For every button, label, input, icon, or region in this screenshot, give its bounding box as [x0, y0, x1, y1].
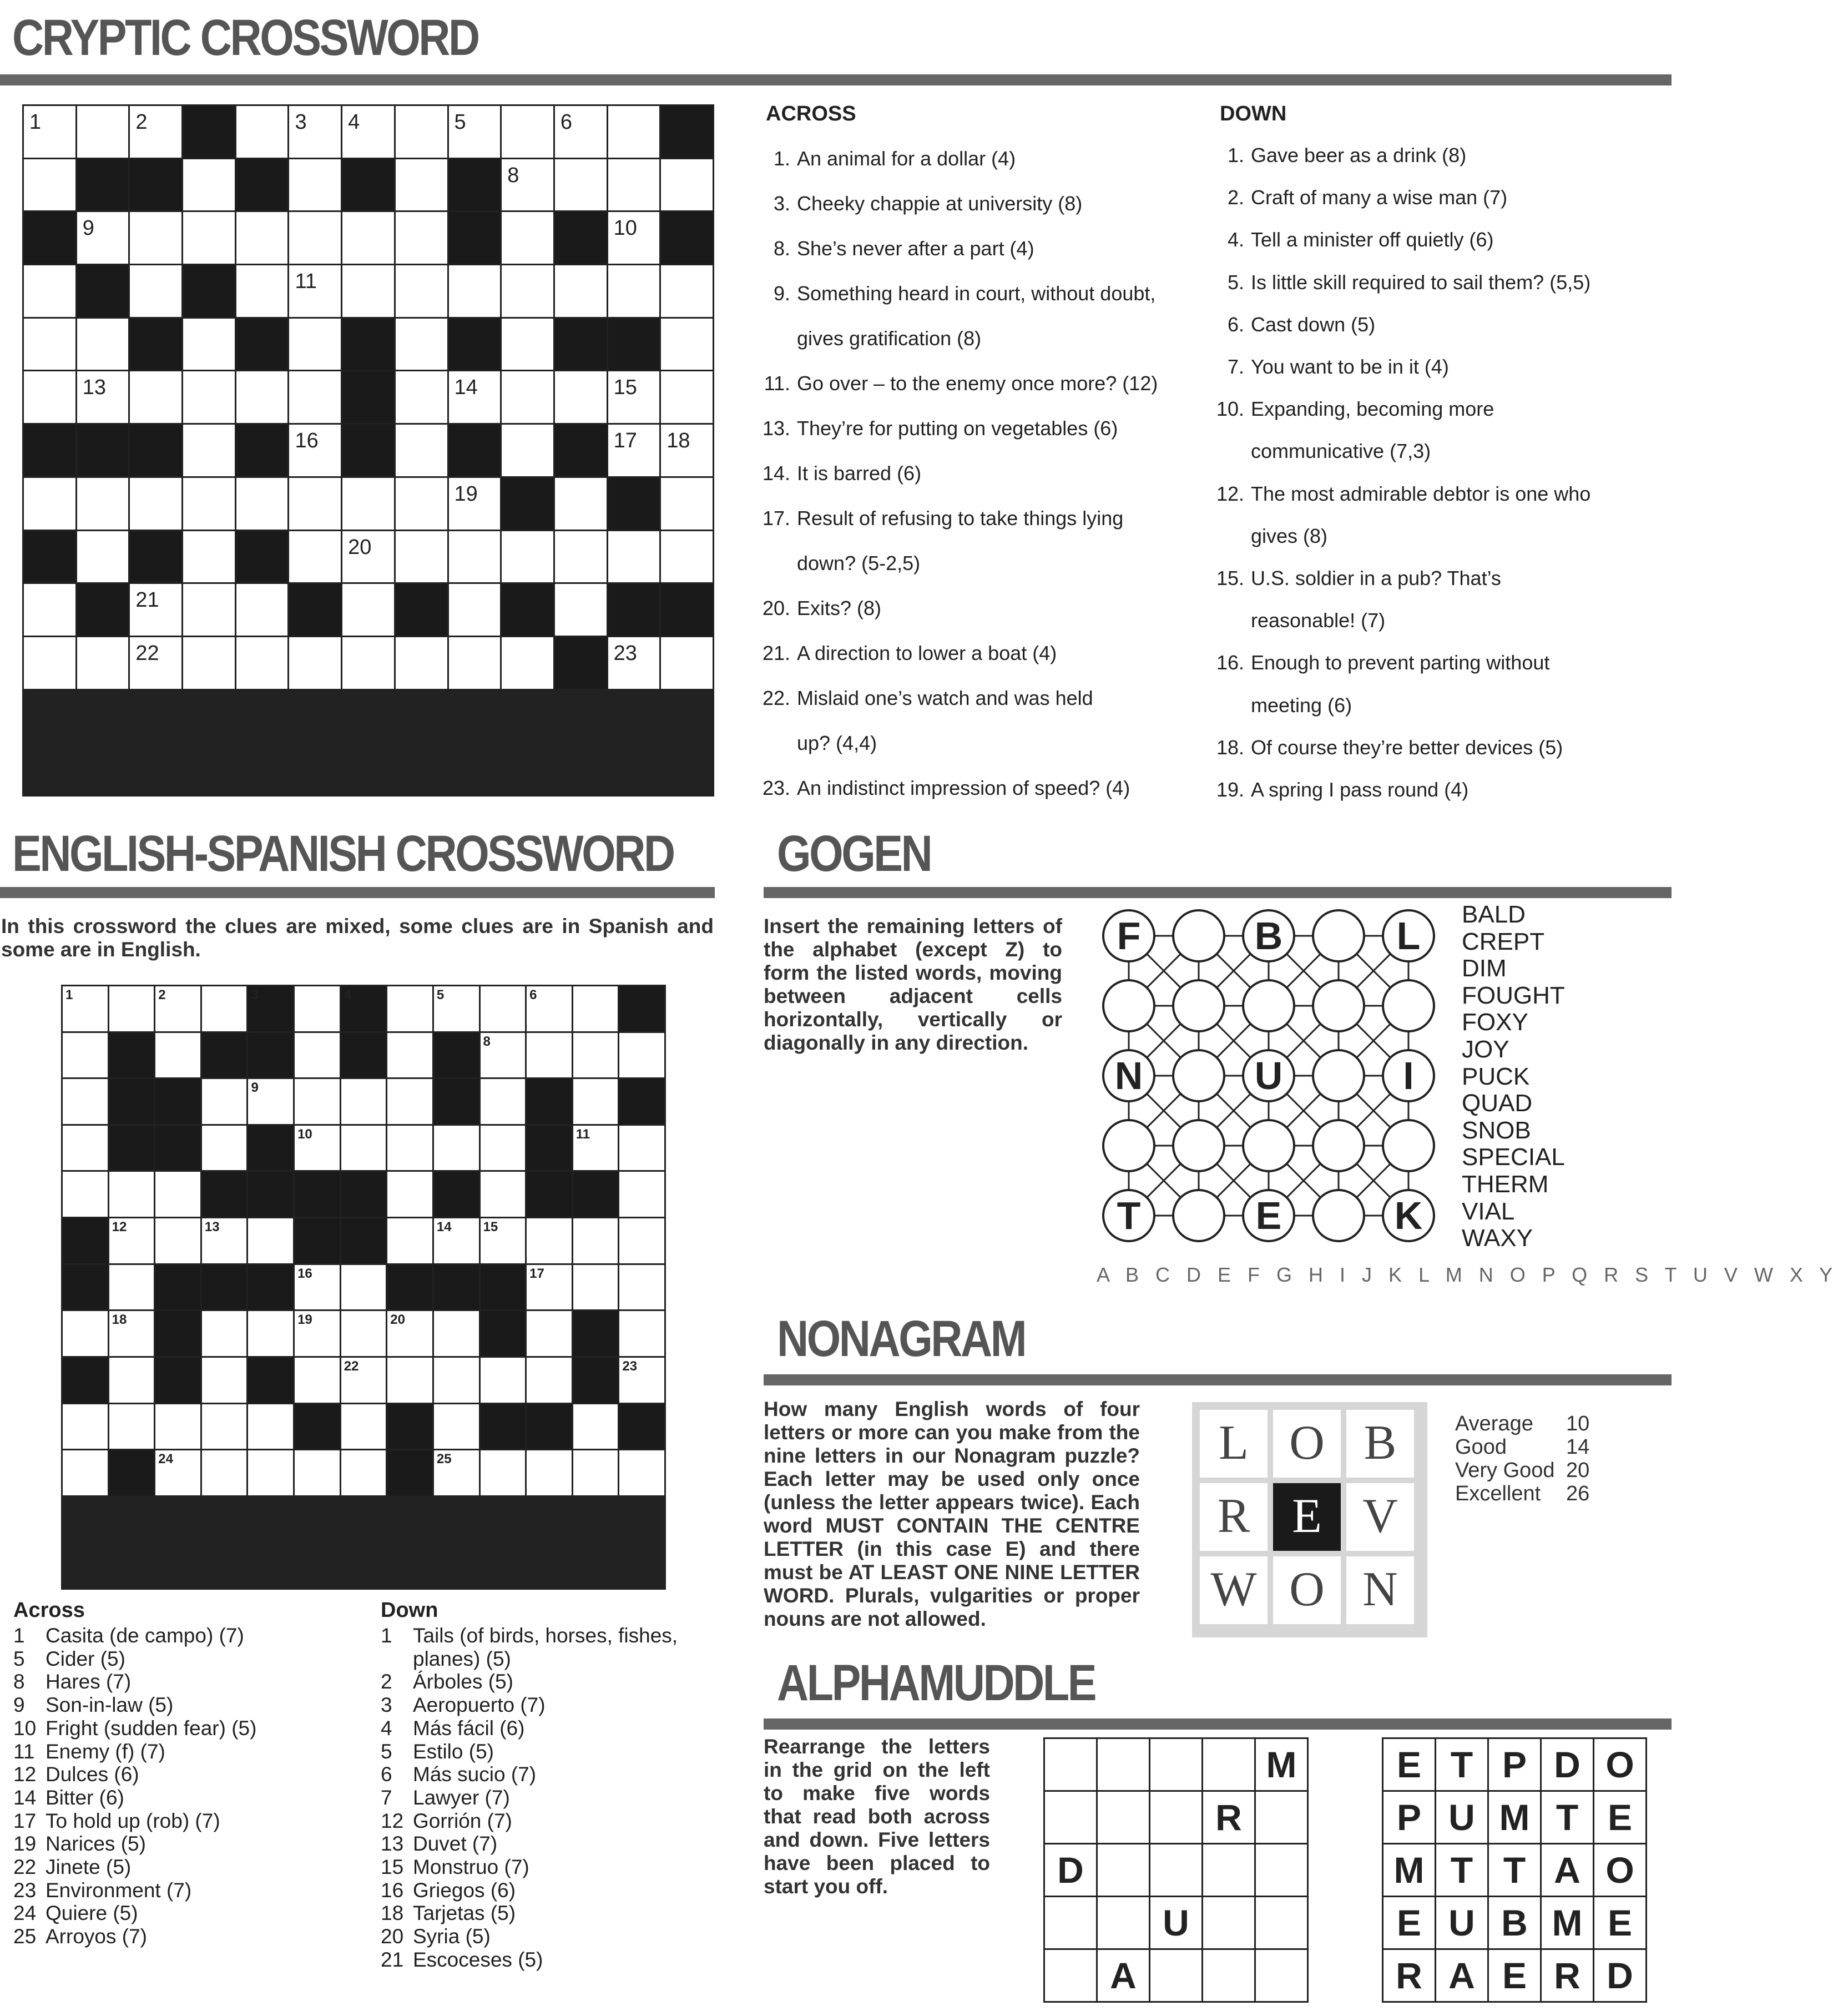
alphamuddle-cell: A [1436, 1950, 1487, 2001]
clue-number: 5. [1227, 270, 1244, 294]
clue-text: An indistinct impression of speed? (4) [797, 777, 1130, 799]
clue-number: 1 [381, 1624, 392, 1647]
clue-number: 3 [381, 1694, 392, 1717]
clue-text: To hold up (rob) (7) [46, 1809, 220, 1832]
nonagram-centre-letter: E [1273, 1483, 1341, 1551]
gogen-cell[interactable] [1382, 1119, 1435, 1172]
clue-number: 2 [381, 1670, 392, 1694]
gogen-cell[interactable] [1312, 1119, 1365, 1172]
clue-text: Something heard in court, without doubt, [797, 282, 1156, 305]
nonagram-instructions: How many English words of four letters or more can you make from the nine letters in our Nonagram puzzle? Each letter may be used only once (unless the letter appears twice). Each word MUST CONTAIN THE CENTRE LETTER (in this case E) and there must be AT LEAST ONE NINE LETTER WORD. Plurals, vulgarities or proper nouns are not allowed. [764, 1398, 1140, 1630]
alphamuddle-cell: E [1489, 1950, 1540, 2001]
clue-text: Aeropuerto (7) [413, 1694, 546, 1717]
clue-number: 12 [112, 1219, 127, 1235]
clue-text: Craft of many a wise man (7) [1251, 186, 1508, 209]
clue-number: 20. [762, 597, 790, 619]
clue-number: 20 [381, 1925, 404, 1948]
clue-number: 5 [381, 1740, 392, 1763]
nonagram-letter: O [1273, 1410, 1341, 1478]
clue-number: 10 [297, 1126, 312, 1142]
clue-number: 8. [773, 237, 790, 260]
clue-number: 1. [773, 147, 790, 170]
alphamuddle-cell[interactable] [1256, 1844, 1307, 1896]
alphamuddle-cell[interactable] [1045, 1897, 1096, 1948]
clue-number: 9 [251, 1080, 259, 1096]
nonagram-letter: L [1200, 1410, 1268, 1478]
clue-text: Estilo (5) [413, 1740, 494, 1763]
clue-number: 19 [454, 482, 478, 506]
es-down-heading: Down [381, 1599, 438, 1622]
clue-number: 1 [65, 987, 73, 1002]
clue-number: 11 [575, 1126, 590, 1142]
score-label: Excellent [1455, 1482, 1541, 1505]
alphamuddle-cell[interactable] [1098, 1792, 1149, 1843]
clue-number: 15 [613, 376, 637, 400]
clue-text: The most admirable debtor is one who [1251, 482, 1591, 505]
clue-number: 1 [13, 1624, 25, 1647]
gogen-word: CREPT [1462, 928, 1545, 955]
gogen-word: DIM [1462, 955, 1507, 982]
alphamuddle-cell: B [1489, 1897, 1540, 1948]
alphamuddle-cell: M [1256, 1739, 1307, 1790]
alphamuddle-cell: M [1383, 1844, 1435, 1896]
alphamuddle-cell[interactable] [1203, 1950, 1254, 2001]
gogen-word: PUCK [1462, 1062, 1530, 1090]
clue-number: 10 [13, 1716, 37, 1740]
alphamuddle-cell: R [1203, 1792, 1254, 1843]
nonagram-rule [764, 1374, 1672, 1385]
clue-text: Environment (7) [46, 1878, 192, 1902]
clue-number: 4 [381, 1716, 392, 1740]
alphamuddle-cell[interactable] [1203, 1897, 1254, 1948]
gogen-cell: F [1102, 909, 1155, 962]
alphamuddle-cell[interactable] [1256, 1792, 1307, 1843]
clue-number: 4 [348, 110, 360, 134]
alphamuddle-cell: E [1594, 1897, 1645, 1948]
score-value: 20 [1566, 1459, 1590, 1482]
alphamuddle-cell: T [1436, 1739, 1487, 1790]
clue-text: Gorrión (7) [413, 1809, 512, 1832]
alphamuddle-cell[interactable] [1045, 1950, 1096, 2001]
clue-number: 2. [1227, 186, 1244, 209]
clue-text: Go over – to the enemy once more? (12) [797, 372, 1158, 395]
alphamuddle-cell[interactable] [1098, 1844, 1149, 1896]
clue-text: Quiere (5) [46, 1902, 138, 1925]
clue-number: 1 [29, 110, 42, 134]
alphamuddle-cell[interactable] [1098, 1739, 1149, 1790]
clue-number: 5 [454, 110, 466, 134]
clue-number: 22 [13, 1856, 37, 1878]
gogen-cell: E [1242, 1189, 1295, 1242]
clue-text: Cider (5) [46, 1647, 125, 1670]
clue-number: 11 [13, 1740, 35, 1763]
gogen-cell[interactable] [1172, 909, 1225, 962]
gogen-cell[interactable] [1242, 979, 1295, 1032]
gogen-word: THERM [1462, 1171, 1549, 1198]
clue-text: up? (4,4) [797, 732, 877, 754]
nonagram-letter: O [1273, 1556, 1341, 1624]
alphamuddle-cell: T [1489, 1844, 1540, 1896]
gogen-instructions: Insert the remaining letters of the alphabet (except Z) to form the listed words, moving between adjacent cells horizontally, vertically or diagonally in any direction. [764, 915, 1062, 1054]
clue-number: 12 [381, 1809, 404, 1832]
clue-number: 25 [13, 1925, 37, 1948]
clue-number: 21. [762, 642, 790, 664]
score-value: 26 [1566, 1482, 1590, 1505]
clue-text: Tell a minister off quietly (6) [1251, 228, 1494, 251]
clue-number: 13 [381, 1832, 404, 1856]
clue-number: 9. [773, 282, 790, 305]
clue-number: 25 [436, 1451, 452, 1467]
clue-number: 6 [560, 110, 573, 134]
clue-number: 19 [297, 1312, 312, 1328]
clue-text: Casita (de campo) (7) [46, 1624, 244, 1647]
alphamuddle-cell: U [1150, 1897, 1201, 1948]
clue-number: 6. [1227, 313, 1244, 336]
clue-number: 23. [762, 777, 790, 799]
clue-number: 14 [436, 1219, 452, 1235]
clue-number: 3 [295, 110, 307, 134]
alphamuddle-cell: T [1436, 1844, 1487, 1896]
clue-number: 10. [1216, 397, 1244, 421]
alphamuddle-cell: A [1542, 1844, 1593, 1896]
cryptic-across-heading: ACROSS [766, 102, 856, 125]
alphamuddle-cell: D [1542, 1739, 1593, 1790]
gogen-cell[interactable] [1102, 979, 1155, 1032]
clue-text: She’s never after a part (4) [797, 237, 1034, 260]
clue-number: 20 [348, 535, 372, 559]
clue-text: Más sucio (7) [413, 1763, 537, 1786]
alphamuddle-cell: O [1594, 1739, 1645, 1790]
clue-number: 12 [13, 1763, 37, 1786]
clue-number: 3 [251, 987, 259, 1002]
alphamuddle-cell: R [1383, 1950, 1435, 2001]
alphamuddle-letter-grid [1382, 1737, 1647, 2003]
clue-text: Más fácil (6) [413, 1716, 525, 1740]
clue-text: You want to be in it (4) [1251, 355, 1449, 378]
alphamuddle-cell[interactable] [1150, 1950, 1201, 2001]
clue-number: 23 [13, 1878, 37, 1902]
alphamuddle-cell[interactable] [1203, 1844, 1254, 1896]
clue-text: Narices (5) [46, 1832, 146, 1856]
clue-number: 17 [613, 429, 637, 453]
clue-text: U.S. soldier in a pub? That’s [1251, 567, 1501, 589]
score-label: Very Good [1455, 1459, 1555, 1482]
clue-text: Monstruo (7) [413, 1856, 529, 1878]
clue-number: 7 [381, 1786, 392, 1809]
score-label: Average [1455, 1412, 1533, 1435]
cryptic-title: CRYPTIC CROSSWORD [12, 9, 478, 66]
clue-number: 18. [1216, 735, 1244, 759]
clue-text: An animal for a dollar (4) [797, 147, 1016, 170]
gogen-cell: L [1382, 909, 1435, 962]
clue-text: Cheeky chappie at university (8) [797, 192, 1083, 215]
clue-number: 8 [13, 1670, 25, 1694]
gogen-word: SNOB [1462, 1116, 1531, 1144]
clue-text: Griegos (6) [413, 1878, 516, 1902]
gogen-word: SPECIAL [1462, 1143, 1565, 1171]
clue-text: Cast down (5) [1251, 313, 1376, 336]
alphamuddle-cell[interactable] [1045, 1792, 1096, 1843]
alphamuddle-cell: E [1383, 1897, 1435, 1948]
clue-text: communicative (7,3) [1251, 440, 1431, 463]
clue-number: 3. [773, 192, 790, 215]
alphamuddle-cell[interactable] [1203, 1739, 1254, 1790]
clue-number: 24 [158, 1451, 173, 1467]
gogen-word: QUAD [1462, 1090, 1533, 1117]
clue-number: 17 [13, 1809, 37, 1832]
clue-text: Syria (5) [413, 1925, 491, 1948]
clue-number: 16 [295, 429, 319, 453]
clue-text: Tarjetas (5) [413, 1902, 516, 1925]
clue-number: 13 [204, 1219, 220, 1235]
clue-text: Son-in-law (5) [46, 1694, 174, 1717]
clue-text: Gave beer as a drink (8) [1251, 144, 1467, 167]
gogen-cell[interactable] [1172, 1119, 1225, 1172]
clue-number: 16. [1216, 651, 1244, 674]
clue-number: 22. [762, 687, 790, 709]
gogen-cell[interactable] [1172, 1189, 1225, 1242]
gogen-cell[interactable] [1312, 1049, 1365, 1102]
clue-number: 5 [13, 1647, 25, 1670]
alphamuddle-cell: E [1594, 1792, 1645, 1843]
clue-text: planes) (5) [413, 1647, 511, 1670]
gogen-cell[interactable] [1242, 1119, 1295, 1172]
alphamuddle-cell: M [1542, 1897, 1593, 1948]
clue-number: 22 [135, 641, 159, 665]
clue-text: Enemy (f) (7) [46, 1740, 165, 1763]
english-spanish-title: ENGLISH-SPANISH CROSSWORD [12, 825, 674, 882]
gogen-cell[interactable] [1312, 979, 1365, 1032]
gogen-word: FOXY [1462, 1009, 1528, 1036]
clue-text: Expanding, becoming more [1251, 397, 1494, 421]
alphamuddle-cell: E [1383, 1739, 1435, 1790]
clue-number: 18 [112, 1312, 127, 1328]
alphamuddle-cell[interactable] [1045, 1739, 1096, 1790]
nonagram-letter: W [1200, 1556, 1268, 1624]
clue-number: 13 [82, 376, 106, 400]
score-value: 10 [1566, 1412, 1590, 1435]
gogen-word: BALD [1462, 901, 1526, 928]
alphamuddle-instructions: Rearrange the letters in the grid on the left to make five words that read both across and down. Five letters have been placed to start you off. [764, 1735, 990, 1898]
alphamuddle-cell: A [1098, 1950, 1149, 2001]
clue-text: Bitter (6) [46, 1786, 124, 1809]
clue-number: 8 [483, 1034, 491, 1049]
clue-text: gives gratification (8) [797, 327, 982, 350]
cryptic-down-heading: DOWN [1220, 102, 1287, 125]
alphamuddle-cell: D [1045, 1844, 1096, 1896]
clue-text: Result of refusing to take things lying [797, 507, 1124, 530]
clue-text: Tails (of birds, horses, fishes, [413, 1624, 678, 1647]
clue-number: 16 [381, 1878, 404, 1902]
nonagram-title: NONAGRAM [777, 1311, 1026, 1367]
clue-number: 16 [297, 1266, 312, 1281]
alphamuddle-cell: P [1489, 1739, 1540, 1790]
clue-text: Arroyos (7) [46, 1925, 147, 1948]
alphamuddle-cell: M [1489, 1792, 1540, 1843]
clue-text: Mislaid one’s watch and was held [797, 687, 1093, 709]
clue-number: 2 [158, 987, 166, 1002]
clue-number: 18 [666, 429, 690, 453]
nonagram-letter: B [1346, 1410, 1414, 1478]
clue-number: 20 [390, 1312, 405, 1328]
alphamuddle-cell[interactable] [1150, 1739, 1201, 1790]
gogen-cell: B [1242, 909, 1295, 962]
clue-text: A spring I pass round (4) [1251, 778, 1469, 801]
gogen-alphabet: A B C D E F G H I J K L M N O P Q R S T U V W X Y [1097, 1263, 1838, 1286]
alphamuddle-cell: D [1594, 1950, 1645, 2001]
clue-text: Hares (7) [46, 1670, 132, 1694]
gogen-word: VIAL [1462, 1197, 1515, 1225]
alphamuddle-cell[interactable] [1150, 1792, 1201, 1843]
clue-number: 11 [295, 270, 317, 294]
clue-number: 14 [13, 1786, 37, 1809]
clue-number: 10 [613, 216, 637, 240]
english-spanish-intro: In this crossword the clues are mixed, some clues are in Spanish and some are in English. [1, 915, 714, 961]
gogen-word: WAXY [1462, 1224, 1533, 1252]
gogen-cell[interactable] [1172, 979, 1225, 1032]
alphamuddle-cell[interactable] [1098, 1897, 1149, 1948]
clue-text: Dulces (6) [46, 1763, 139, 1786]
alphamuddle-cell[interactable] [1256, 1897, 1307, 1948]
clue-number: 4 [344, 987, 352, 1002]
alphamuddle-cell[interactable] [1256, 1950, 1307, 2001]
score-label: Good [1455, 1435, 1507, 1459]
clue-number: 23 [613, 641, 637, 665]
clue-text: Enough to prevent parting without [1251, 651, 1550, 674]
clue-text: Duvet (7) [413, 1832, 498, 1856]
clue-number: 17 [529, 1266, 544, 1281]
alphamuddle-cell: U [1436, 1897, 1487, 1948]
score-value: 14 [1566, 1435, 1590, 1459]
clue-text: gives (8) [1251, 524, 1328, 547]
clue-number: 6 [529, 987, 537, 1002]
clue-text: Lawyer (7) [413, 1786, 510, 1809]
alphamuddle-rule [764, 1718, 1672, 1730]
es-across-heading: Across [13, 1599, 85, 1622]
clue-text: meeting (6) [1251, 693, 1352, 717]
clue-number: 19 [13, 1832, 37, 1856]
clue-text: It is barred (6) [797, 462, 922, 485]
clue-number: 17. [762, 507, 790, 530]
nonagram-letter: R [1200, 1483, 1268, 1551]
gogen-cell[interactable] [1382, 979, 1435, 1032]
clue-text: Árboles (5) [413, 1670, 513, 1694]
clue-number: 24 [13, 1902, 37, 1925]
clue-number: 15 [483, 1219, 498, 1235]
clue-text: A direction to lower a boat (4) [797, 642, 1057, 664]
alphamuddle-answer-grid[interactable] [1043, 1737, 1309, 2003]
gogen-cell: K [1382, 1189, 1435, 1242]
gogen-cell: U [1242, 1049, 1295, 1102]
clue-text: Fright (sudden fear) (5) [46, 1716, 257, 1740]
clue-number: 4. [1227, 228, 1244, 251]
clue-text: They’re for putting on vegetables (6) [797, 417, 1118, 440]
clue-number: 7. [1227, 355, 1244, 378]
gogen-cell: I [1382, 1049, 1435, 1102]
nonagram-board [1192, 1402, 1427, 1637]
clue-number: 12. [1216, 482, 1244, 505]
gogen-cell: N [1102, 1049, 1155, 1102]
gogen-cell[interactable] [1102, 1119, 1155, 1172]
clue-number: 9 [13, 1694, 25, 1717]
clue-text: Is little skill required to sail them? (5,5) [1251, 270, 1591, 294]
gogen-title: GOGEN [777, 825, 931, 882]
clue-number: 22 [344, 1358, 359, 1374]
clue-text: Jinete (5) [46, 1856, 132, 1878]
alphamuddle-cell: R [1542, 1950, 1593, 2001]
clue-number: 21 [381, 1948, 404, 1971]
clue-number: 18 [381, 1902, 404, 1925]
clue-number: 1. [1227, 144, 1244, 167]
clue-number: 23 [622, 1358, 638, 1374]
clue-number: 21 [135, 588, 159, 612]
clue-text: Of course they’re better devices (5) [1251, 735, 1563, 759]
nonagram-letter: N [1346, 1556, 1414, 1624]
gogen-cell[interactable] [1312, 909, 1365, 962]
clue-number: 11. [764, 372, 790, 395]
gogen-word: FOUGHT [1462, 981, 1565, 1009]
clue-text: Exits? (8) [797, 597, 882, 619]
alphamuddle-cell: T [1542, 1792, 1593, 1843]
alphamuddle-cell: P [1383, 1792, 1435, 1843]
clue-text: Escoceses (5) [413, 1948, 543, 1971]
gogen-cell[interactable] [1312, 1189, 1365, 1242]
gogen-cell[interactable] [1172, 1049, 1225, 1102]
nonagram-letter: V [1346, 1483, 1414, 1551]
clue-number: 14. [762, 462, 790, 485]
alphamuddle-title: ALPHAMUDDLE [777, 1655, 1095, 1711]
clue-number: 9 [82, 216, 94, 240]
alphamuddle-cell: O [1594, 1844, 1645, 1896]
clue-text: reasonable! (7) [1251, 609, 1386, 632]
clue-number: 13. [762, 417, 790, 440]
clue-number: 15. [1216, 567, 1244, 589]
clue-number: 14 [454, 376, 478, 400]
clue-number: 5 [436, 987, 445, 1002]
alphamuddle-cell: U [1436, 1792, 1487, 1843]
gogen-word: JOY [1462, 1036, 1509, 1063]
alphamuddle-cell[interactable] [1150, 1844, 1201, 1896]
clue-number: 2 [135, 110, 148, 134]
clue-number: 8 [507, 163, 519, 187]
gogen-cell: T [1102, 1189, 1155, 1242]
clue-number: 19. [1216, 778, 1244, 801]
clue-text: down? (5-2,5) [797, 552, 921, 574]
clue-number: 6 [381, 1763, 392, 1786]
clue-number: 15 [381, 1856, 404, 1878]
